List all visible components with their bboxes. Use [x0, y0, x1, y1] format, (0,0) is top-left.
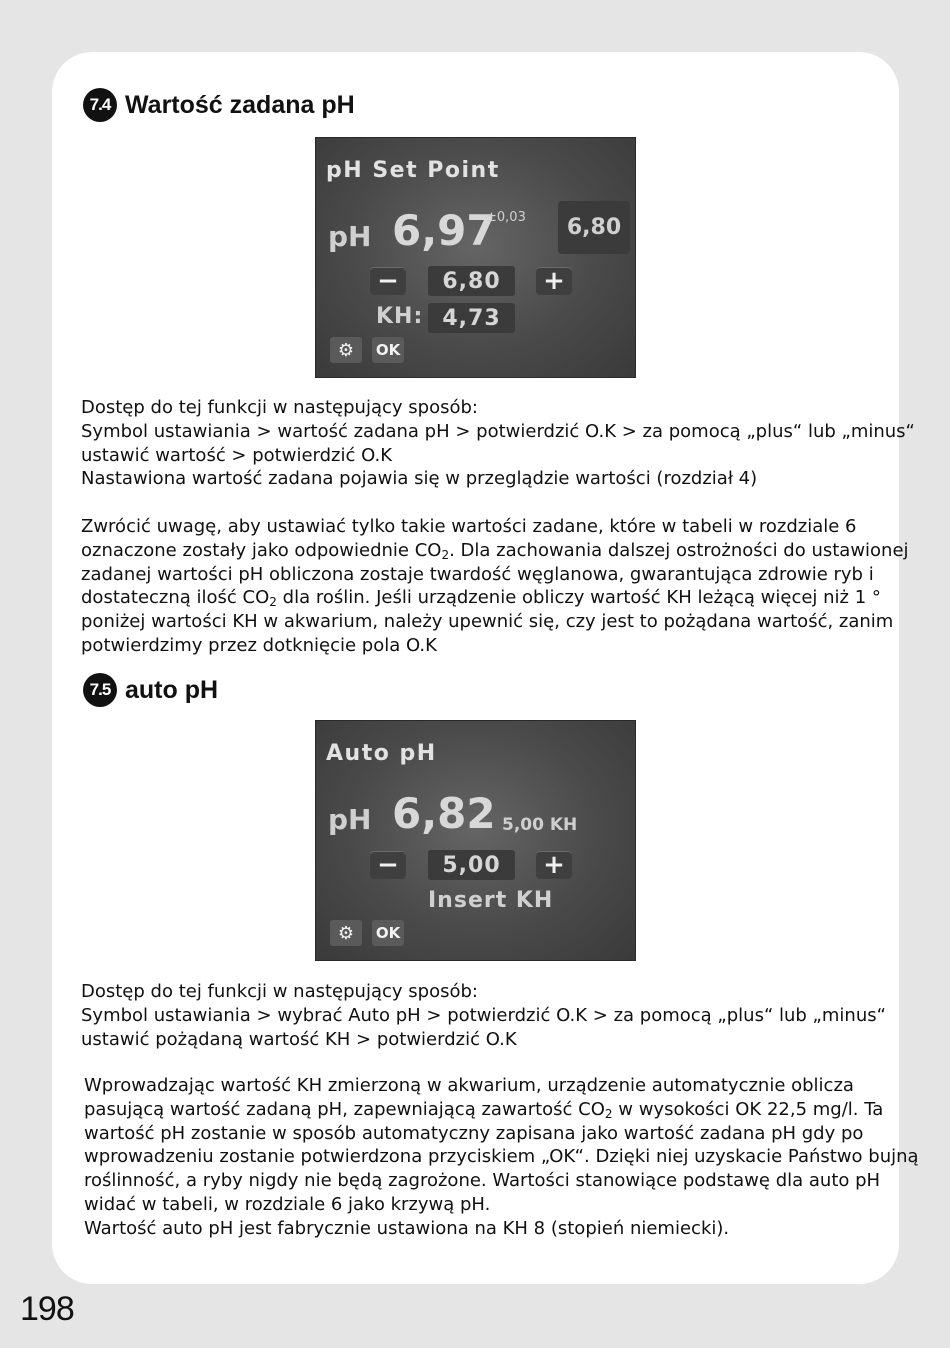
text-line: Symbol ustawiania > wartość zadana pH > potwierdzić O.K > za pomocą „plus“ lub „minus“	[81, 420, 915, 442]
text-line: poniżej wartości KH w akwarium, należy upewnić się, czy jest to pożądana wartość, zanim	[81, 611, 894, 633]
kh-label: KH:	[376, 304, 424, 329]
auto-ph-screen	[315, 720, 636, 961]
ph-label: pH	[328, 220, 372, 253]
text-line: wartość pH zostanie w sposób automatyczny zapisana jako wartość zadana pH gdy po	[84, 1122, 864, 1144]
text-line: ustawić wartość > potwierdzić O.K	[81, 444, 393, 466]
access-instructions	[81, 980, 886, 1051]
text-line: roślinność, a ryby nigdy nie będą zagrożone. Wartości stanowiące podstawę dla auto pH	[84, 1170, 881, 1192]
text-line: wprowadzeniu zostanie potwierdzona przyciskiem „OK“. Dzięki niej uzyskacie Państwo bujną	[84, 1146, 919, 1168]
ok-button[interactable]: OK	[372, 337, 404, 363]
previous-setpoint-value: 6,80	[558, 201, 630, 254]
settings-button[interactable]	[330, 920, 362, 946]
minus-button[interactable]: −	[370, 851, 406, 879]
section-number-badge: 7.4	[83, 88, 117, 122]
plus-button[interactable]: +	[536, 851, 572, 879]
text-line: potwierdzimy przez dotknięcie pola O.K	[81, 634, 437, 656]
kh-value: 4,73	[428, 303, 515, 333]
text-line: widać w tabeli, w rozdziale 6 jako krzywą pH.	[84, 1193, 491, 1215]
plus-button[interactable]: +	[536, 267, 572, 295]
text-line: pasującą wartość zadaną pH, zapewniającą zawartość $CO_2$ w wysokości OK 22,5 mg/l. Ta	[84, 1098, 884, 1121]
measured-ph-value: 6,82	[392, 789, 496, 838]
setpoint-value: 6,80	[428, 266, 515, 296]
settings-button[interactable]	[330, 337, 362, 363]
screen-title: pH Set Point	[326, 158, 500, 183]
tolerance-value: ±0,03	[486, 210, 526, 225]
setpoint-note	[81, 515, 909, 658]
section-heading-setpoint	[83, 88, 355, 122]
text-line: Wprowadzając wartość KH zmierzoną w akwarium, urządzenie automatycznie oblicza	[84, 1075, 854, 1096]
auto-ph-note	[84, 1074, 919, 1241]
text-line: Nastawiona wartość zadana pojawia się w przeglądzie wartości (rozdział 4)	[81, 468, 758, 490]
text-line: dostateczną ilość $CO_2$ dla roślin. Jeśli urządzenie obliczy wartość KH leżącą więcej niż 1 °	[81, 587, 881, 610]
section-heading-auto-ph	[83, 673, 218, 707]
text-line: Symbol ustawiania > wybrać Auto pH > potwierdzić O.K > za pomocą „plus“ lub „minus“	[81, 1004, 886, 1026]
gear-icon: ⚙	[337, 339, 355, 361]
screen-title: Auto pH	[326, 741, 437, 766]
gear-icon: ⚙	[337, 922, 355, 944]
text-line: Wartość auto pH jest fabrycznie ustawiona na KH 8 (stopień niemiecki).	[84, 1217, 730, 1239]
section-title: Wartość zadana pH	[125, 90, 355, 119]
text-line: zadanej wartości pH obliczona zostaje twardość węglanowa, gwarantująca zdrowie ryb i	[81, 563, 874, 585]
text-line: Dostęp do tej funkcji w następujący sposób:	[81, 397, 478, 418]
kh-input-value: 5,00	[428, 850, 515, 880]
ph-label: pH	[328, 803, 372, 836]
text-line: Zwrócić uwagę, aby ustawiać tylko takie wartości zadane, które w tabeli w rozdziale 6	[81, 516, 857, 537]
minus-button[interactable]: −	[370, 267, 406, 295]
insert-kh-label: Insert KH	[428, 888, 554, 913]
access-instructions	[81, 396, 915, 491]
page-number: 198	[20, 1290, 74, 1328]
ph-setpoint-screen	[315, 137, 636, 378]
ok-button[interactable]: OK	[372, 920, 404, 946]
text-line: ustawić pożądaną wartość KH > potwierdzić O.K	[81, 1028, 517, 1050]
section-title: auto pH	[125, 675, 219, 704]
text-line: Dostęp do tej funkcji w następujący sposób:	[81, 981, 478, 1002]
text-line: oznaczone zostały jako odpowiednie $CO_2$. Dla zachowania dalszej ostrożności do ustawionej	[81, 539, 909, 562]
measured-ph-value: 6,97	[392, 206, 496, 255]
kh-display: 5,00 KH	[502, 815, 578, 835]
section-number-badge: 7.5	[83, 673, 117, 707]
